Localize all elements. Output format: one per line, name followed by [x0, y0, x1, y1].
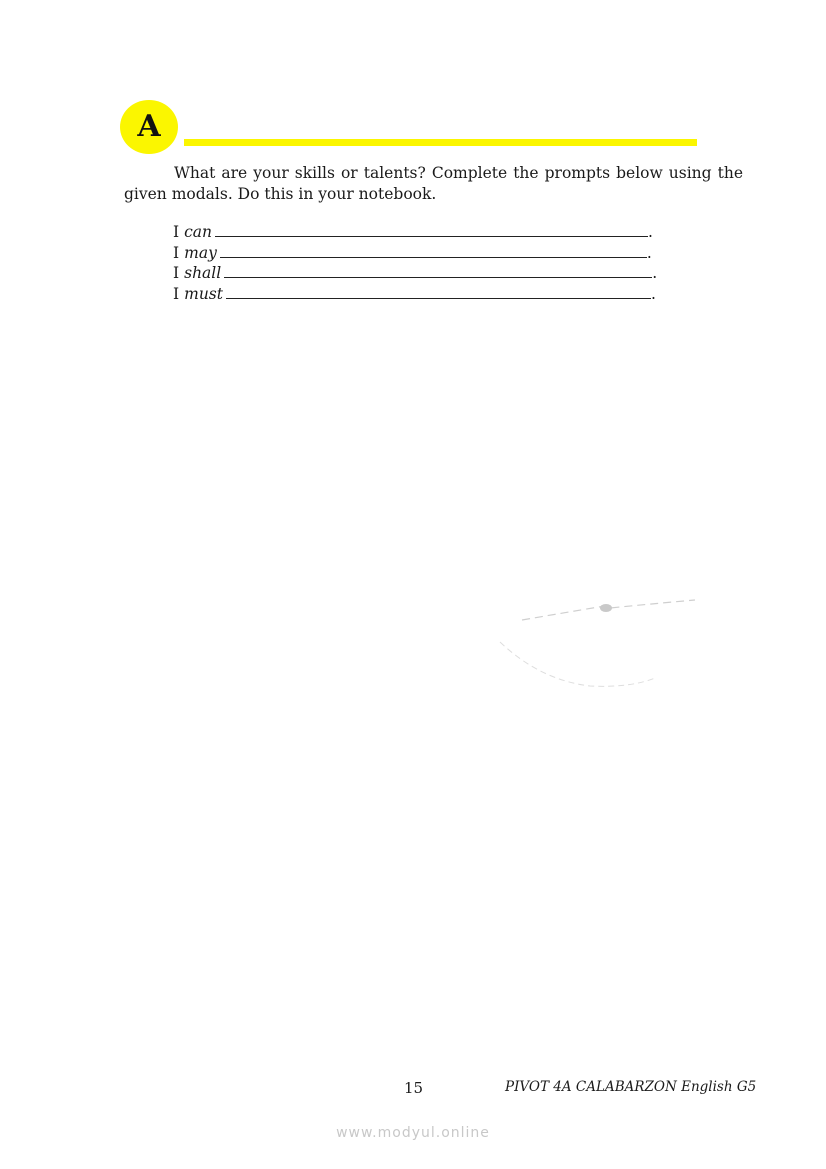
faint-scan-mark — [460, 380, 710, 700]
prompt-may — [173, 243, 657, 264]
answer-blank — [220, 243, 647, 258]
prompt-can — [173, 222, 657, 243]
prompt-list — [173, 222, 657, 304]
prompt-subject: I — [173, 223, 180, 241]
prompt-shall — [173, 263, 657, 284]
prompt-must — [173, 284, 657, 305]
answer-blank — [224, 263, 652, 278]
prompt-subject: I — [173, 284, 180, 303]
section-letter: A — [137, 109, 161, 144]
prompt-modal: may — [184, 243, 217, 262]
instructions-text: What are your skills or talents? Complete the prompts below using the given modals. Do this in your notebook. — [124, 164, 743, 203]
prompt-end: . — [652, 264, 658, 282]
prompt-subject: I — [173, 243, 180, 262]
prompt-modal: can — [184, 223, 213, 241]
prompt-end: . — [651, 284, 656, 303]
prompt-modal: must — [184, 284, 223, 303]
section-header-rule — [184, 139, 697, 146]
answer-blank — [226, 284, 651, 299]
prompt-end: . — [648, 223, 653, 241]
answer-blank — [215, 222, 648, 237]
prompt-subject: I — [173, 264, 180, 282]
section-letter-badge — [120, 100, 178, 154]
watermark-text: www.modyul.online — [336, 1125, 490, 1141]
prompt-modal: shall — [184, 264, 222, 282]
footer-title: PIVOT 4A CALABARZON English G5 — [505, 1079, 757, 1095]
prompt-end: . — [646, 243, 652, 262]
page-number: 15 — [404, 1079, 424, 1097]
